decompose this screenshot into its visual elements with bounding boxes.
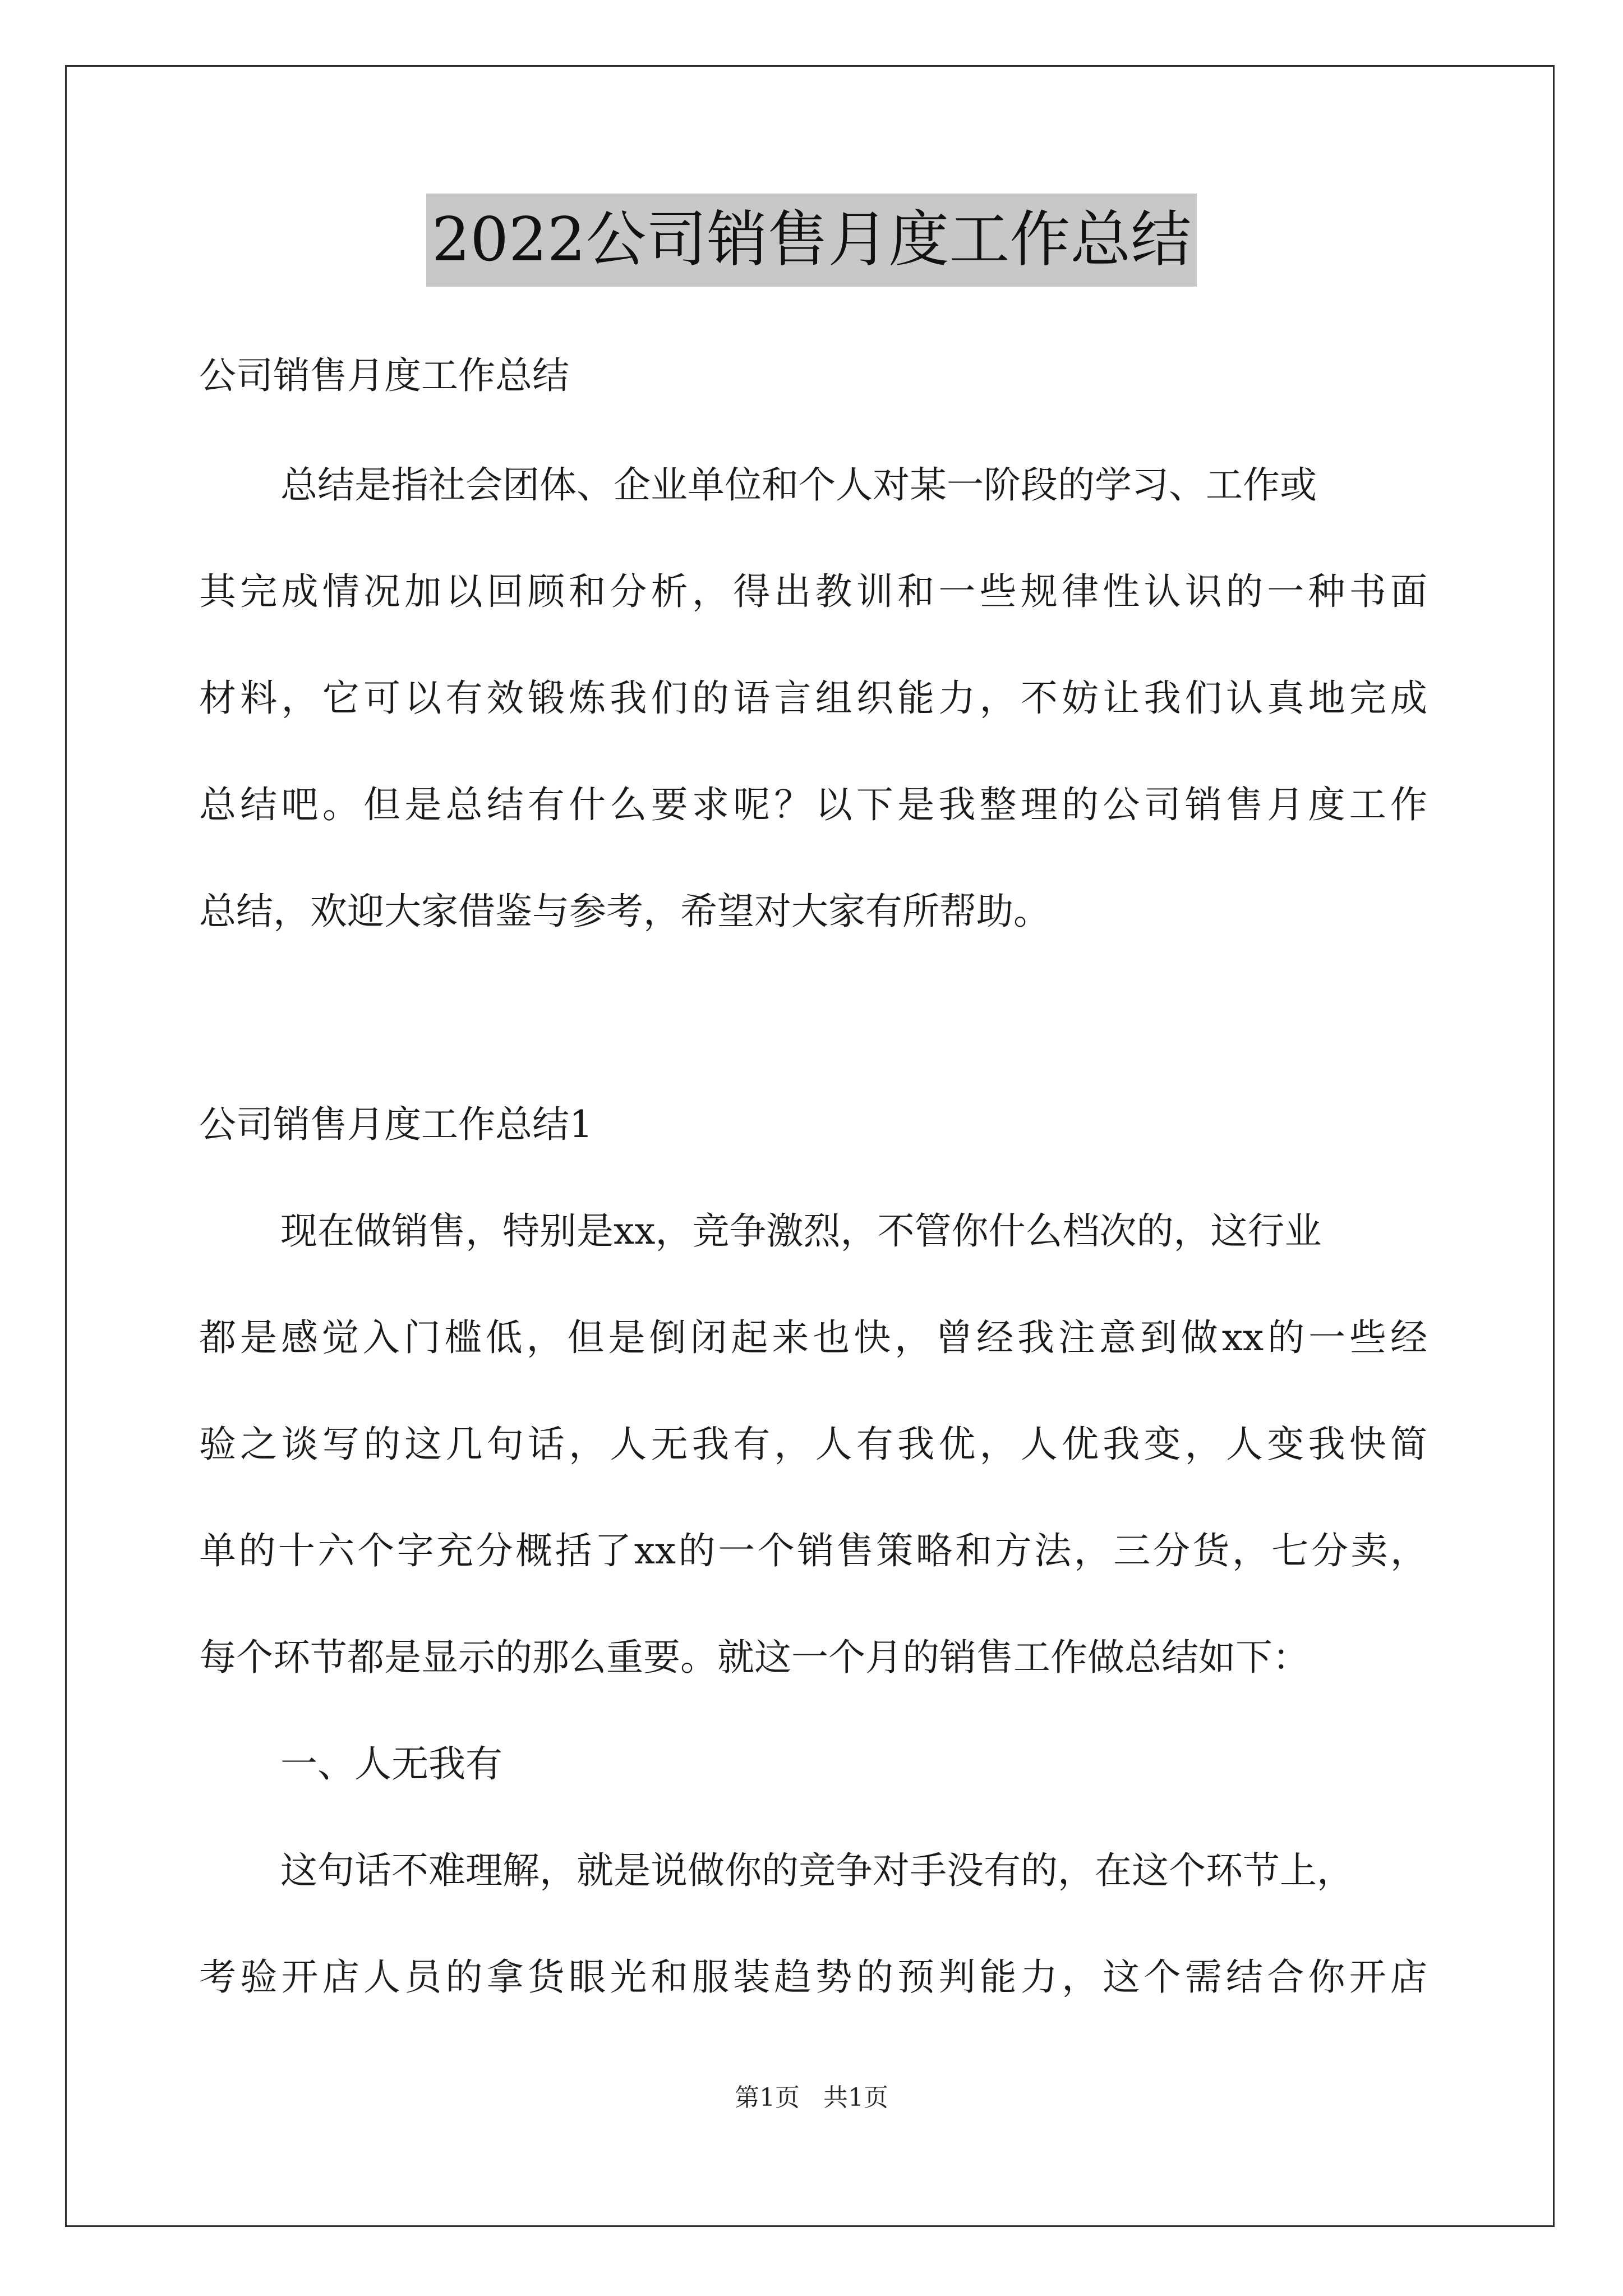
- point-line: 这句话不难理解，就是说做你的竞争对手没有的，在这个环节上，: [280, 1849, 1354, 1892]
- body-line: 每个环节都是显示的那么重要。就这一个月的销售工作做总结如下：: [199, 1636, 1310, 1679]
- intro-line: 总结是指社会团体、企业单位和个人对某一阶段的学习、工作或: [280, 463, 1317, 507]
- body-line: 都是感觉入门槛低，但是倒闭起来也快，曾经我注意到做xx的一些经: [199, 1316, 1427, 1359]
- body-line: 单的十六个字充分概括了xx的一个销售策略和方法，三分货，七分卖，: [199, 1529, 1427, 1572]
- page-footer: 第1页 共1页: [735, 2083, 888, 2112]
- point-heading: 一、人无我有: [280, 1742, 502, 1786]
- section-heading: 公司销售月度工作总结1: [199, 1103, 593, 1146]
- title-container: [0, 194, 1623, 287]
- document-subtitle: 公司销售月度工作总结: [199, 354, 569, 397]
- body-line: 验之谈写的这几句话，人无我有，人有我优，人优我变，人变我快简: [199, 1423, 1427, 1466]
- document-title: 2022公司销售月度工作总结: [426, 194, 1197, 287]
- body-line: 现在做销售，特别是xx，竞争激烈，不管你什么档次的，这行业: [280, 1209, 1322, 1253]
- intro-line: 总结，欢迎大家借鉴与参考，希望对大家有所帮助。: [199, 890, 1050, 933]
- point-line: 考验开店人员的拿货眼光和服装趋势的预判能力，这个需结合你开店: [199, 1955, 1427, 1999]
- intro-line: 其完成情况加以回顾和分析，得出教训和一些规律性认识的一种书面: [199, 570, 1427, 613]
- intro-line: 总结吧。但是总结有什么要求呢？以下是我整理的公司销售月度工作: [199, 783, 1427, 826]
- intro-line: 材料，它可以有效锻炼我们的语言组织能力，不妨让我们认真地完成: [199, 677, 1427, 720]
